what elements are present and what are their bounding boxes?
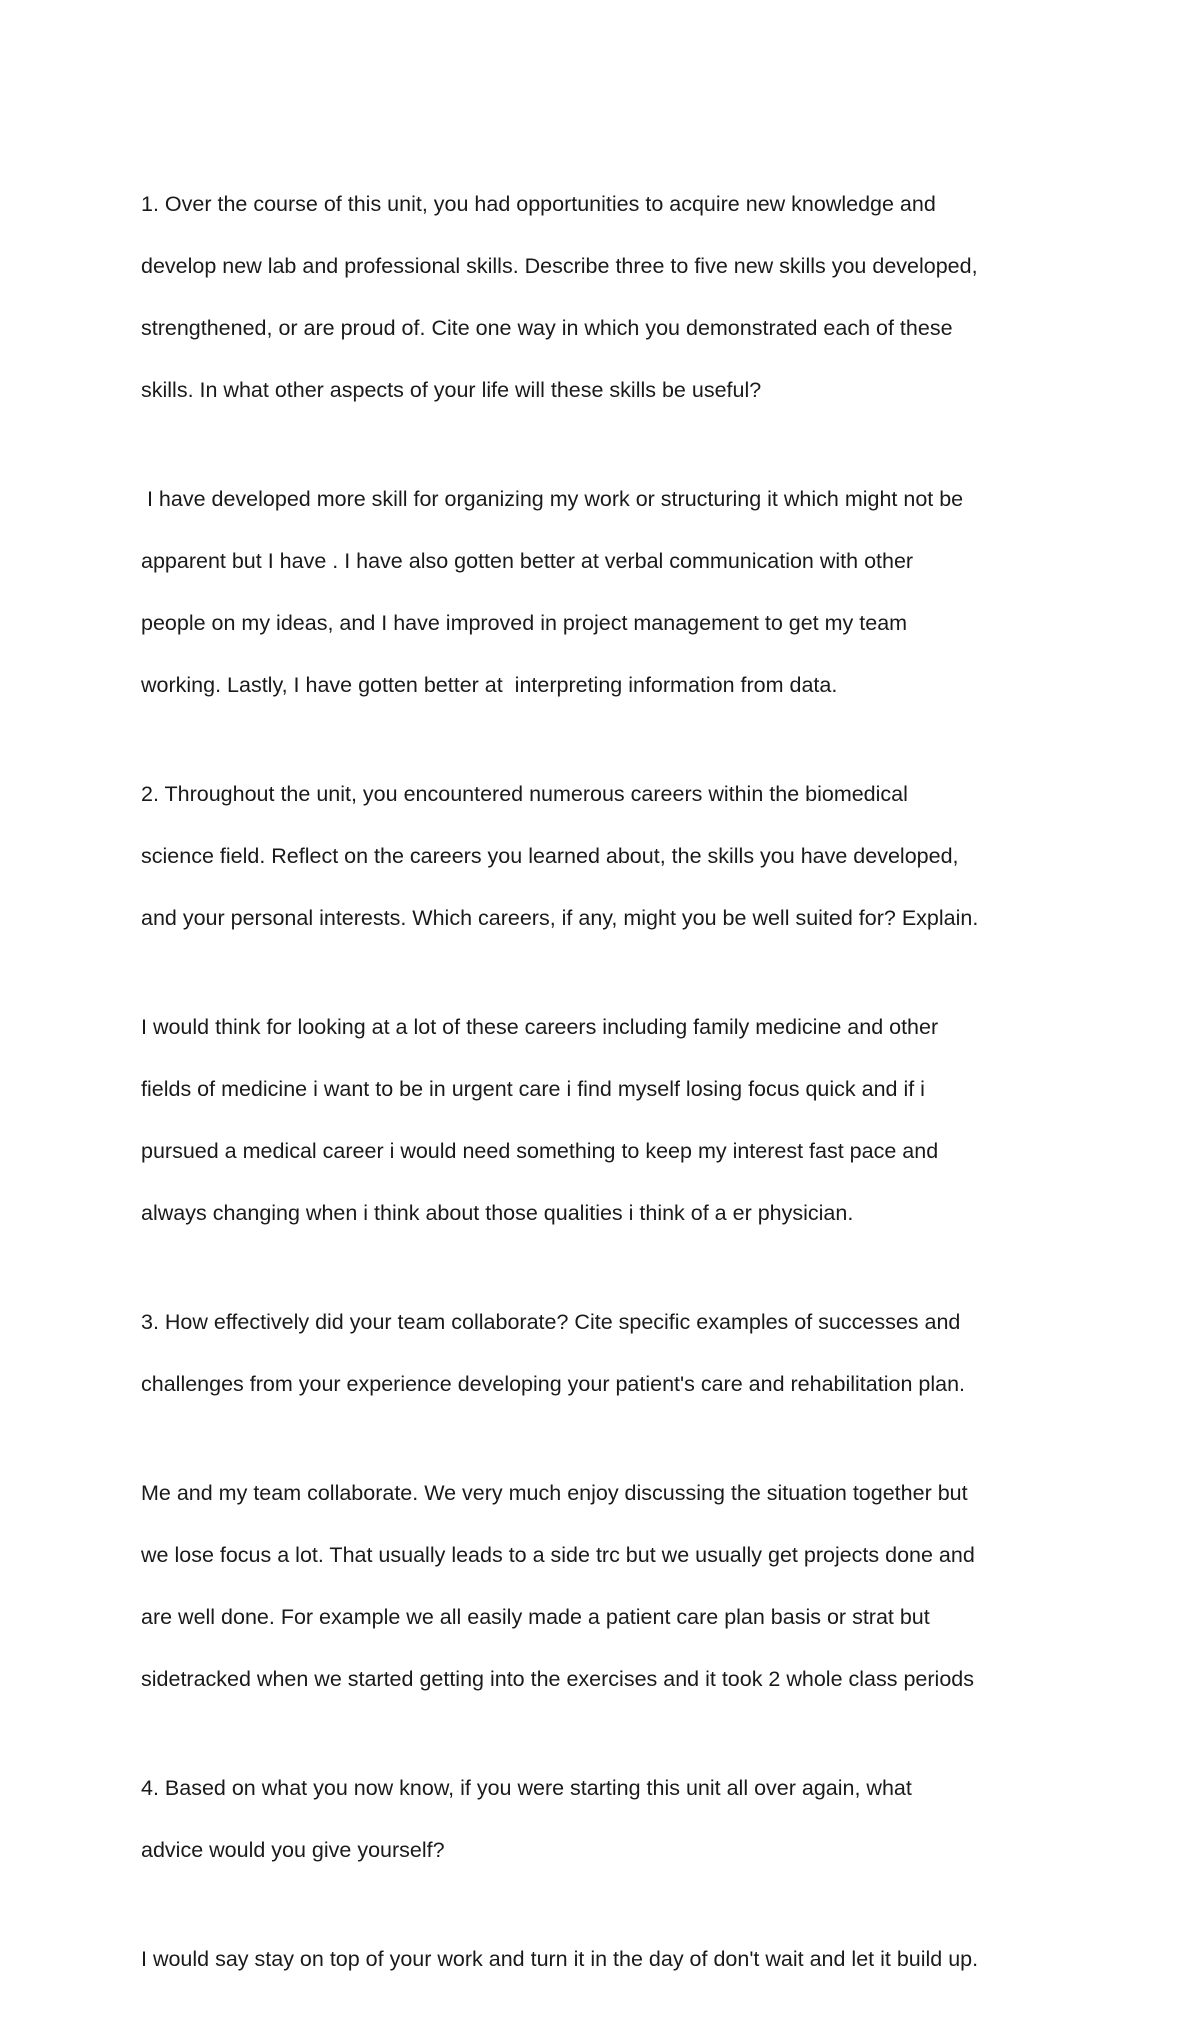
text-line: sidetracked when we started getting into the exercises and it took 2 whole class periods bbox=[141, 1667, 974, 1691]
answer-1 bbox=[141, 453, 1071, 732]
text-line: we lose focus a lot. That usually leads to a side trc but we usually get projects done and bbox=[141, 1543, 975, 1567]
text-line: pursued a medical career i would need something to keep my interest fast pace and bbox=[141, 1139, 939, 1163]
text-line: and your personal interests. Which careers, if any, might you be well suited for? Explain. bbox=[141, 906, 979, 930]
text-line: science field. Reflect on the careers you learned about, the skills you have developed, bbox=[141, 844, 959, 868]
document-body bbox=[141, 158, 1071, 2022]
question-2 bbox=[141, 748, 1071, 965]
text-line: are well done. For example we all easily made a patient care plan basis or strat but bbox=[141, 1605, 930, 1629]
text-line: 3. How effectively did your team collaborate? Cite specific examples of successes and bbox=[141, 1310, 961, 1334]
text-line: people on my ideas, and I have improved in project management to get my team bbox=[141, 611, 908, 635]
question-1 bbox=[141, 158, 1071, 437]
text-line: 1. Over the course of this unit, you had opportunities to acquire new knowledge and bbox=[141, 192, 936, 216]
answer-4 bbox=[141, 1913, 1071, 2006]
text-line: apparent but I have . I have also gotten better at verbal communication with other bbox=[141, 549, 914, 573]
text-line: fields of medicine i want to be in urgent care i find myself losing focus quick and if i bbox=[141, 1077, 925, 1101]
text-line: strengthened, or are proud of. Cite one way in which you demonstrated each of these bbox=[141, 316, 953, 340]
answer-3 bbox=[141, 1447, 1071, 1726]
text-line: advice would you give yourself? bbox=[141, 1838, 445, 1862]
text-line: working. Lastly, I have gotten better at interpreting information from data. bbox=[141, 673, 838, 697]
text-line: I have developed more skill for organizing my work or structuring it which might not be bbox=[141, 487, 964, 511]
text-line: I would think for looking at a lot of these careers including family medicine and other bbox=[141, 1015, 939, 1039]
text-line: always changing when i think about those qualities i think of a er physician. bbox=[141, 1201, 854, 1225]
text-line: I would say stay on top of your work and turn it in the day of don't wait and let it build up. bbox=[141, 1947, 979, 1971]
text-line: challenges from your experience developing your patient's care and rehabilitation plan. bbox=[141, 1372, 966, 1396]
text-line: 2. Throughout the unit, you encountered numerous careers within the biomedical bbox=[141, 782, 908, 806]
text-line: Me and my team collaborate. We very much enjoy discussing the situation together but bbox=[141, 1481, 968, 1505]
text-line: 4. Based on what you now know, if you were starting this unit all over again, what bbox=[141, 1776, 912, 1800]
answer-2 bbox=[141, 981, 1071, 1260]
text-line: skills. In what other aspects of your life will these skills be useful? bbox=[141, 378, 762, 402]
text-line: develop new lab and professional skills. Describe three to five new skills you developed, bbox=[141, 254, 978, 278]
question-3 bbox=[141, 1276, 1071, 1431]
question-4 bbox=[141, 1742, 1071, 1897]
